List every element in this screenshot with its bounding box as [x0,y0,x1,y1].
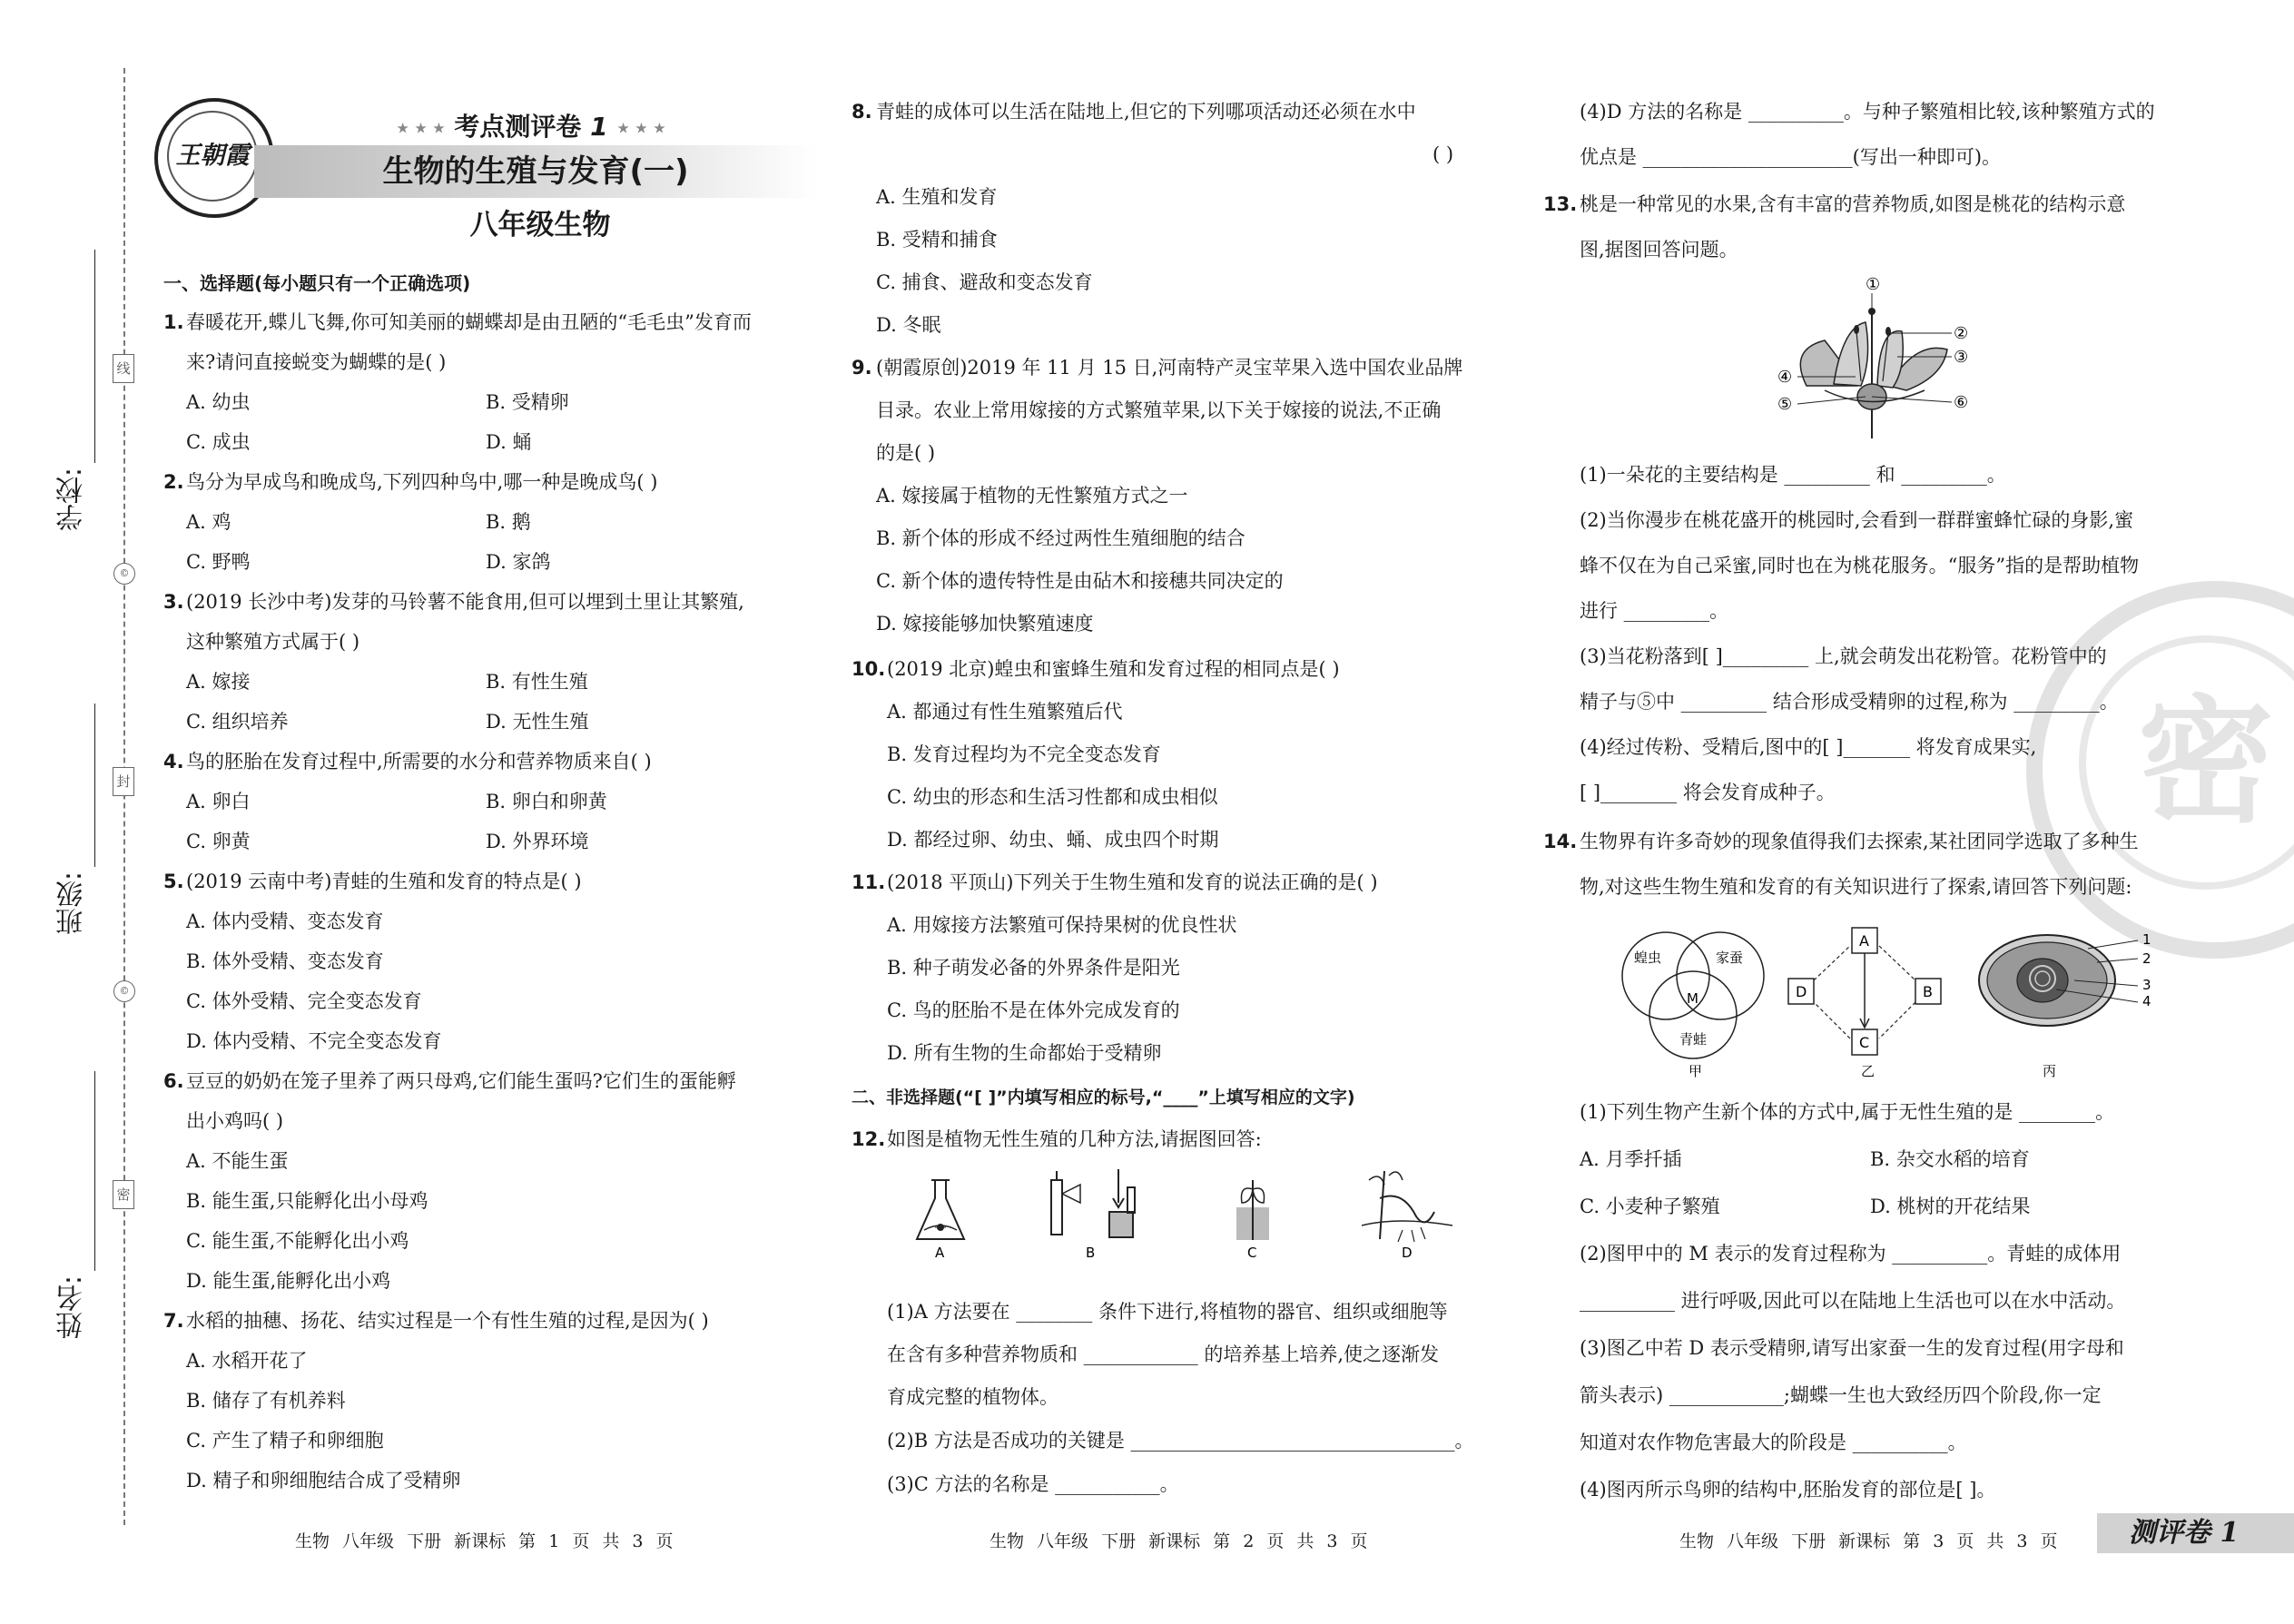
q11-option-d: D. 所有生物的生命都始于受精卵 [887,1042,1162,1064]
q6-stem: 豆豆的奶奶在笼子里养了两只母鸡,它们能生蛋吗?它们生的蛋能孵 [186,1070,736,1092]
exam-label-text: 考点测评卷 [454,112,582,142]
q6-option-a: A. 不能生蛋 [186,1150,289,1172]
q6-stem: 出小鸡吗( ) [186,1110,284,1132]
exam-number: 1 [590,112,608,142]
q10-option-c: C. 幼虫的形态和生活习性都和成虫相似 [887,786,1218,808]
binding-dot: © [113,563,135,585]
q13-stem: 图,据图回答问题。 [1580,239,1738,261]
class-label: 班级: [56,871,88,936]
q10-number: 10. [852,658,886,680]
q10-option-d: D. 都经过卵、幼虫、蛹、成虫四个时期 [887,829,1219,851]
footer-page-2: 生物 八年级 下册 新课标 第 2 页 共 3 页 [989,1531,1368,1551]
venn-label-frog: 青蛙 [1679,1031,1708,1048]
q8-option-d: D. 冬眠 [876,314,941,336]
q12-sub1: 在含有多种营养物质和 ____________ 的培养基上培养,使之逐渐发 [887,1343,1440,1365]
egg-label-4: 4 [2142,993,2151,1009]
q6-option-c: C. 能生蛋,不能孵化出小鸡 [186,1230,409,1252]
q4-option-b: B. 卵白和卵黄 [486,791,607,812]
q13-sub2: 进行 _________。 [1580,600,1729,622]
q1-stem: 来?请问直接蜕变为蝴蝶的是( ) [186,351,447,373]
q13-number: 13. [1543,193,1578,215]
q5-option-d: D. 体内受精、不完全变态发育 [186,1030,442,1052]
egg-label-3: 3 [2142,977,2151,993]
q12-sub3: (3)C 方法的名称是 ___________。 [887,1473,1179,1495]
q4-option-c: C. 卵黄 [186,831,251,852]
fig-name-jia: 甲 [1689,1063,1703,1079]
q1-option-c: C. 成虫 [186,431,251,453]
name-fill-line [94,1071,95,1271]
q14-stem: 物,对这些生物生殖和发育的有关知识进行了探索,请回答下列问题: [1580,876,2132,898]
q9-number: 9. [852,357,872,379]
q4-option-d: D. 外界环境 [486,831,589,852]
q3-option-c: C. 组织培养 [186,711,289,733]
q7-option-d: D. 精子和卵细胞结合成了受精卵 [186,1470,461,1491]
q1-option-a: A. 幼虫 [186,391,251,413]
flower-label-4: ④ [1777,368,1793,387]
cycle-node-c: C [1859,1034,1870,1051]
q14-sub2: __________ 进行呼吸,因此可以在陆地上生活也可以在水中活动。 [1580,1290,2126,1312]
q11-number: 11. [852,871,886,893]
q2-stem: 鸟分为早成鸟和晚成鸟,下列四种鸟中,哪一种是晚成鸟( ) [186,471,658,493]
q1-number: 1. [163,311,184,333]
q14-sub3: 知道对农作物危害最大的阶段是 __________。 [1580,1432,1967,1453]
flower-label-5: ⑤ [1777,395,1793,414]
venn-label-m: M [1687,990,1698,1007]
q3-option-a: A. 嫁接 [186,671,251,693]
q2-option-b: B. 鹅 [486,511,531,533]
q3-number: 3. [163,591,184,613]
flower-label-2: ② [1954,324,1969,343]
fig-name-yi: 乙 [1861,1063,1876,1079]
name-label: 姓名: [56,1275,88,1340]
q2-option-d: D. 家鸽 [486,551,551,573]
q1-stem: 春暖花开,蝶儿飞舞,你可知美丽的蝴蝶却是由丑陋的“毛毛虫”发育而 [186,311,752,333]
q9-option-d: D. 嫁接能够加快繁殖速度 [876,613,1094,635]
q11-option-c: C. 鸟的胚胎不是在体外完成发育的 [887,999,1180,1021]
q12-sub2: (2)B 方法是否成功的关键是 __________________________________。 [887,1430,1474,1452]
q13-sub1: (1)一朵花的主要结构是 _________ 和 _________。 [1580,464,2006,486]
q13-sub4: [ ]________ 将会发育成种子。 [1580,782,1836,803]
q14-stem: 生物界有许多奇妙的现象值得我们去探索,某社团同学选取了多种生 [1580,831,2139,852]
q1-option-b: B. 受精卵 [486,391,569,413]
q14-sub3: 箭头表示) ____________;蝴蝶一生也大致经历四个阶段,你一定 [1580,1384,2102,1406]
q13-peach-flower-figure [1770,277,2006,445]
flower-label-3: ③ [1954,348,1969,367]
q14-option-c: C. 小麦种子繁殖 [1580,1196,1720,1217]
q14-option-d: D. 桃树的开花结果 [1870,1196,2031,1217]
cycle-node-d: D [1796,983,1807,1000]
fig-label-a: A [935,1245,945,1261]
q8-option-a: A. 生殖和发育 [876,186,998,208]
fig-label-c: C [1247,1245,1257,1261]
logo-text: 王朝霞 [167,111,258,202]
q14-option-b: B. 杂交水稻的培育 [1870,1148,2030,1170]
cycle-node-b: B [1923,983,1933,1000]
q13-sub2: (2)当你漫步在桃花盛开的桃园时,会看到一群群蜜蜂忙碌的身影,蜜 [1580,509,2134,531]
q10-option-b: B. 发育过程均为不完全变态发育 [887,743,1161,765]
q13-sub2: 蜂不仅在为自己采蜜,同时也在为桃花服务。“服务”指的是帮助植物 [1580,555,2140,576]
q12-sub1: (1)A 方法要在 ________ 条件下进行,将植物的器官、组织或细胞等 [887,1301,1448,1323]
q5-option-b: B. 体外受精、变态发育 [186,950,384,972]
q8-option-b: B. 受精和捕食 [876,229,998,251]
fig-grafting [1051,1169,1135,1237]
q2-number: 2. [163,471,184,493]
q10-option-a: A. 都通过有性生殖繁殖后代 [887,701,1123,723]
section2-title: 二、非选择题(“[ ]”内填写相应的标号,“____”上填写相应的文字) [852,1088,1355,1107]
q7-stem: 水稻的抽穗、扬花、结实过程是一个有性生殖的过程,是因为( ) [186,1310,709,1332]
q3-stem: (2019 长沙中考)发芽的马铃薯不能食用,但可以埋到土里让其繁殖, [186,591,744,613]
q12-sub1: 育成完整的植物体。 [887,1386,1058,1408]
q13-sub3: (3)当花粉落到[ ]_________ 上,就会萌发出花粉管。花粉管中的 [1580,645,2107,667]
q9-stem: 的是( ) [876,442,936,464]
fig-label-b: B [1086,1245,1096,1261]
q8-stem: 青蛙的成体可以生活在陆地上,但它的下列哪项活动还必须在水中 [876,101,1416,123]
q12-sub4: 优点是 ______________________(写出一种即可)。 [1580,146,2002,168]
q8-number: 8. [852,101,872,123]
q14-sub4: (4)图丙所示鸟卵的结构中,胚胎发育的部位是[ ]。 [1580,1479,1996,1501]
q6-option-d: D. 能生蛋,能孵化出小鸡 [186,1270,391,1292]
q9-option-a: A. 嫁接属于植物的无性繁殖方式之一 [876,485,1188,507]
q11-option-b: B. 种子萌发必备的外界条件是阳光 [887,957,1180,979]
footer-page-1: 生物 八年级 下册 新课标 第 1 页 共 3 页 [295,1531,674,1551]
flower-drawing [1800,308,1947,438]
flower-label-6: ⑥ [1954,393,1969,412]
q14-sub2: (2)图甲中的 M 表示的发育过程称为 __________。青蛙的成体用 [1580,1243,2122,1265]
q13-stem: 桃是一种常见的水果,含有丰富的营养物质,如图是桃花的结构示意 [1580,193,2126,215]
exam-label: ★ ★ ★ 考点测评卷 1 ★ ★ ★ [396,112,666,142]
binding-mark-secret: 密 [113,1180,134,1209]
q13-sub4: (4)经过传粉、受精后,图中的[ ]_______ 将发育成果实, [1580,736,2037,758]
q12-sub4: (4)D 方法的名称是 __________。与种子繁殖相比较,该种繁殖方式的 [1580,101,2155,123]
q3-option-b: B. 有性生殖 [486,671,588,693]
flower-label-1: ① [1866,277,1881,294]
page-title: 生物的生殖与发育(一) [382,153,689,190]
q1-option-d: D. 蛹 [486,431,532,453]
q2-option-a: A. 鸡 [186,511,231,533]
q11-stem: (2018 平顶山)下列关于生物生殖和发育的说法正确的是( ) [887,871,1378,893]
q10-stem: (2019 北京)蝗虫和蜜蜂生殖和发育过程的相同点是( ) [887,658,1340,680]
q9-stem: (朝霞原创)2019 年 11 月 15 日,河南特产灵宝苹果入选中国农业品牌 [876,357,1463,379]
q4-stem: 鸟的胚胎在发育过程中,所需要的水分和营养物质来自( ) [186,751,652,773]
section1-title: 一、选择题(每小题只有一个正确选项) [163,272,471,294]
q3-option-d: D. 无性生殖 [486,711,589,733]
q2-option-c: C. 野鸭 [186,551,251,573]
cycle-node-a: A [1859,932,1869,950]
q5-option-a: A. 体内受精、变态发育 [186,910,384,932]
q8-answer-paren: ( ) [1433,143,1454,165]
q14-figures [1616,917,2179,1080]
class-fill-line [94,704,95,867]
binding-dot: © [113,980,135,1002]
q4-option-a: A. 卵白 [186,791,251,812]
q12-figure [908,1162,1489,1262]
fig-cutting [1362,1171,1452,1242]
venn-label-locust: 蝗虫 [1634,950,1662,966]
q11-option-a: A. 用嫁接方法繁殖可保持果树的优良性状 [887,914,1237,936]
fig-name-bing: 丙 [2043,1063,2057,1079]
q13-sub3: 精子与⑤中 _________ 结合形成受精卵的过程,称为 _________。 [1580,691,2119,713]
q12-stem: 如图是植物无性生殖的几种方法,请据图回答: [887,1128,1262,1150]
bird-egg-diagram [1979,935,2115,1026]
q14-sub3: (3)图乙中若 D 表示受精卵,请写出家蚕一生的发育过程(用字母和 [1580,1337,2124,1359]
egg-label-1: 1 [2142,931,2151,948]
q6-option-b: B. 能生蛋,只能孵化出小母鸡 [186,1190,428,1212]
q14-option-a: A. 月季扦插 [1580,1148,1682,1170]
q7-number: 7. [163,1310,184,1332]
fig-layering [1236,1180,1269,1240]
q6-number: 6. [163,1070,184,1092]
binding-cut-line [123,68,125,1525]
q4-number: 4. [163,751,184,773]
fig-tissue-culture [917,1180,964,1239]
binding-mark-seal: 封 [113,767,134,796]
q8-option-c: C. 捕食、避敌和变态发育 [876,271,1093,293]
venn-label-silkworm: 家蚕 [1716,950,1744,966]
q3-stem: 这种繁殖方式属于( ) [186,631,360,653]
exam-tab-label: 测评卷 1 [2129,1517,2240,1549]
q14-number: 14. [1543,831,1578,852]
watermark-stamp-text: 密 [2079,635,2294,890]
grade-subject: 八年级生物 [469,209,611,241]
q9-option-b: B. 新个体的形成不经过两性生殖细胞的结合 [876,527,1245,549]
q5-number: 5. [163,871,184,892]
q9-option-c: C. 新个体的遗传特性是由砧木和接穗共同决定的 [876,570,1284,592]
binding-mark-line: 线 [113,354,134,383]
q7-option-c: C. 产生了精子和卵细胞 [186,1430,384,1452]
q7-option-a: A. 水稻开花了 [186,1350,308,1372]
q14-sub1: (1)下列生物产生新个体的方式中,属于无性生殖的是 ________。 [1580,1101,2115,1123]
footer-page-3: 生物 八年级 下册 新课标 第 3 页 共 3 页 [1679,1531,2058,1551]
school-fill-line [94,250,95,463]
school-label: 学校: [56,468,88,532]
q12-number: 12. [852,1128,886,1150]
q5-option-c: C. 体外受精、完全变态发育 [186,990,422,1012]
q7-option-b: B. 储存了有机养料 [186,1390,346,1412]
q9-stem: 目录。农业上常用嫁接的方式繁殖苹果,以下关于嫁接的说法,不正确 [876,399,1442,421]
egg-label-2: 2 [2142,950,2151,967]
fig-label-d: D [1402,1245,1413,1261]
q5-stem: (2019 云南中考)青蛙的生殖和发育的特点是( ) [186,871,582,892]
